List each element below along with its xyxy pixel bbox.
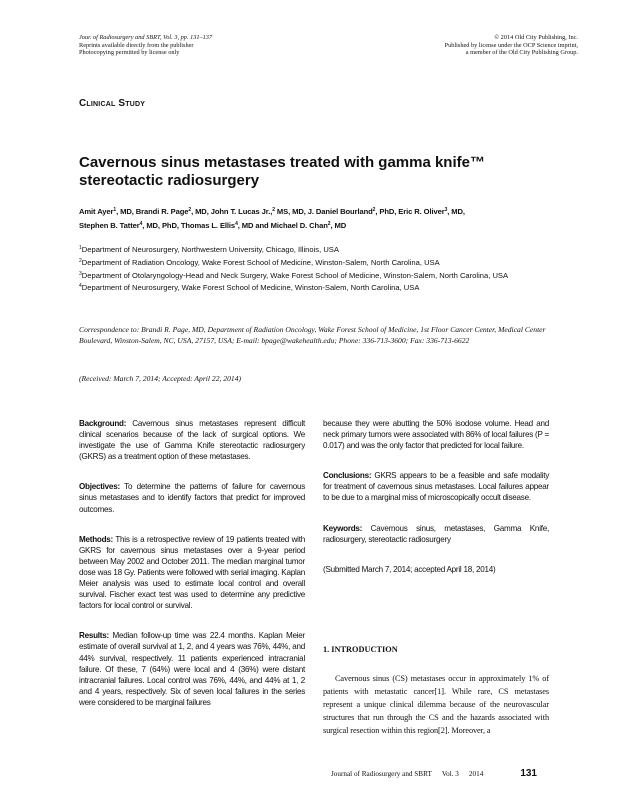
author: Brandi R. Page$^2$, MD, bbox=[135, 207, 211, 216]
copyright-line: © 2014 Old City Publishing, Inc. bbox=[494, 34, 578, 41]
publisher-header bbox=[445, 34, 578, 57]
introduction-heading: 1. INTRODUCTION bbox=[323, 645, 398, 654]
citation-line: Jour. of Radiosurgery and SBRT, Vol. 3, pp. 131–137 bbox=[79, 34, 213, 41]
keywords: Keywords: Cavernous sinus, metastases, Gamma Knife, radiosurgery, stereotactic radiosurgery bbox=[323, 523, 549, 544]
footer-journal: Journal of Radiosurgery and SBRT bbox=[331, 770, 432, 778]
abstract-background: Background: Cavernous sinus metastases represent difficult clinical scenarios because of the lack of surgical options. We investigate the use of Gamma Knife stereotactic radiosurgery (GKRS) as a treatment option of these metastases. bbox=[79, 419, 305, 462]
journal-citation-header bbox=[79, 34, 212, 57]
author-list bbox=[79, 204, 579, 232]
author: Thomas L. Ellis$^4$, MD and bbox=[180, 221, 271, 230]
author: Amit Ayer$^1$, MD, bbox=[79, 207, 136, 216]
affiliation: $^2$Department of Radiation Oncology, Wake Forest School of Medicine, Winston-Salem, North Carolina, USA bbox=[79, 257, 440, 267]
author: J. Daniel Bourland$^2$, PhD, bbox=[307, 207, 399, 216]
footer-year: 2014 bbox=[468, 770, 484, 778]
affiliation: $^4$Department of Neurosurgery, Wake Forest School of Medicine, Winston-Salem, North Carolina, USA bbox=[79, 283, 420, 293]
abstract-results-continued: because they were abutting the 50% isodose volume. Head and neck primary tumors were associated with 86% of local failures (P = 0.017) and was the only factor that predicted for local failure. bbox=[323, 419, 549, 451]
submitted-dates: (Submitted March 7, 2014; accepted April 18, 2014) bbox=[323, 564, 496, 574]
affiliation: $^3$Department of Otolaryngology-Head and Neck Surgery, Wake Forest School of Medicine, Winston-Salem, North Carolina, USA bbox=[79, 270, 509, 280]
correspondence: Correspondence to: Brandi R. Page, MD, Department of Radiation Oncology, Wake Forest School of Medicine, 1st Floor Cancer Center, Medical Center Boulevard, Winston-Salem, NC, USA, 27157, USA; E-mail: bpage@wakehealth.edu; Phone: 336-713-3600; Fax: 336-713-6622 bbox=[79, 325, 546, 345]
abstract-results: Results: Median follow-up time was 22.4 months. Kaplan Meier estimate of overall survival at 1, 2, and 4 years was 76%, 44%, and 44% survival, respectively. 11 patients experienced intracranial failure. Of these, 7 (64%) were local and 4 (36%) were distant intracranial failures. Local control was 76%, 44%, and 44% at 1, 2 and 4 years, respectively. Six of seven local failures in the series were considered to be marginal failures bbox=[79, 631, 305, 707]
license-line: Published by license under the OCP Science imprint, bbox=[444, 41, 578, 49]
publisher-group-line: a member of the Old City Publishing Group. bbox=[465, 49, 578, 57]
reprints-line: Reprints available directly from the publisher bbox=[79, 41, 194, 49]
author: Eric R. Oliver$^3$, MD, bbox=[398, 207, 465, 216]
affiliation: $^1$Department of Neurosurgery, Northwestern University, Chicago, Illinois, USA bbox=[79, 245, 339, 254]
abstract-methods: Methods: This is a retrospective review of 19 patients treated with GKRS for cavernous sinus metastases over a 9-year period between May 2002 and October 2011. The median marginal tumor dose was 18 Gy. Patients were followed with serial imaging. Kaplan Meier analysis was used to estimate local control and overall survival. Fischer exact test was used to determine any predictive factors for local control or survival. bbox=[79, 534, 305, 611]
affiliations bbox=[79, 243, 579, 294]
photocopy-line: Photocopying permitted by license only bbox=[79, 49, 180, 57]
abstract-right-column bbox=[323, 418, 549, 594]
received-dates: (Received: March 7, 2014; Accepted: April 22, 2014) bbox=[79, 374, 242, 383]
section-label: Clinical Study bbox=[79, 98, 146, 109]
author: Stephen B. Tatter$^4$, MD, PhD, bbox=[79, 221, 181, 230]
article-title: Cavernous sinus metastases treated with gamma knife™ stereotactic radiosurgery bbox=[79, 154, 485, 189]
abstract-left-column bbox=[79, 418, 305, 727]
author: John T. Lucas Jr.,$^2$ MS, MD, bbox=[210, 207, 308, 216]
introduction-text: Cavernous sinus (CS) metastases occur in approximately 1% of patients with metastatic cancer[1]. While rare, CS metastases represent a unique clinical dilemma because of the neurovascular structures that run through the CS and the hazards associated with surgical resection within this region[2]. Moreover, a bbox=[323, 674, 549, 735]
abstract-conclusions: Conclusions: GKRS appears to be a feasible and safe modality for treatment of cavernous sinus metastases. Local failures appear to be due to a marginal miss of microscopically occult disease. bbox=[323, 471, 549, 503]
abstract-objectives: Objectives: To determine the patterns of failure for cavernous sinus metastases and to identify factors that predict for improved outcomes. bbox=[79, 482, 305, 514]
footer-volume: Vol. 3 bbox=[441, 770, 459, 778]
author: Michael D. Chan$^2$, MD bbox=[270, 221, 347, 230]
page-number: 131 bbox=[520, 768, 537, 779]
page-footer bbox=[331, 768, 547, 779]
